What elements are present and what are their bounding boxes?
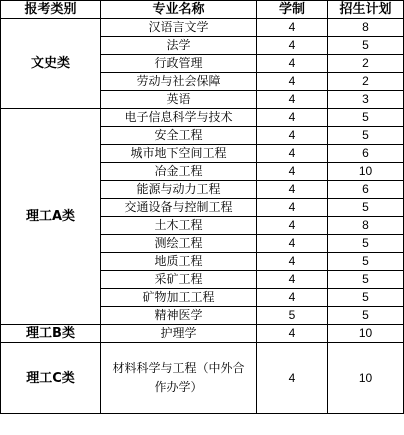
plan-cell: 5 xyxy=(328,37,404,55)
years-cell: 4 xyxy=(257,73,328,91)
header-plan: 招生计划 xyxy=(328,1,404,19)
table-row xyxy=(1,109,404,127)
category-cell: 理工C类 xyxy=(1,343,101,414)
plan-cell: 10 xyxy=(328,325,404,343)
major-cell: 安全工程 xyxy=(101,127,257,145)
plan-cell: 5 xyxy=(328,271,404,289)
years-cell: 4 xyxy=(257,145,328,163)
major-cell: 地质工程 xyxy=(101,253,257,271)
plan-cell: 5 xyxy=(328,307,404,325)
years-cell: 4 xyxy=(257,181,328,199)
major-cell: 采矿工程 xyxy=(101,271,257,289)
table-row xyxy=(1,343,404,414)
major-cell: 能源与动力工程 xyxy=(101,181,257,199)
major-cell: 城市地下空间工程 xyxy=(101,145,257,163)
years-cell: 4 xyxy=(257,289,328,307)
years-cell: 4 xyxy=(257,55,328,73)
years-cell: 4 xyxy=(257,109,328,127)
major-cell: 材料科学与工程（中外合作办学） xyxy=(101,343,257,414)
major-cell: 行政管理 xyxy=(101,55,257,73)
major-cell: 精神医学 xyxy=(101,307,257,325)
years-cell: 4 xyxy=(257,91,328,109)
header-years: 学制 xyxy=(257,1,328,19)
plan-cell: 8 xyxy=(328,19,404,37)
plan-cell: 8 xyxy=(328,217,404,235)
plan-cell: 5 xyxy=(328,199,404,217)
major-cell: 交通设备与控制工程 xyxy=(101,199,257,217)
plan-cell: 2 xyxy=(328,55,404,73)
years-cell: 4 xyxy=(257,217,328,235)
major-cell: 劳动与社会保障 xyxy=(101,73,257,91)
category-cell: 理工B类 xyxy=(1,325,101,343)
years-cell: 4 xyxy=(257,253,328,271)
years-cell: 4 xyxy=(257,163,328,181)
plan-cell: 5 xyxy=(328,235,404,253)
major-cell: 法学 xyxy=(101,37,257,55)
plan-cell: 3 xyxy=(328,91,404,109)
years-cell: 4 xyxy=(257,37,328,55)
years-cell: 4 xyxy=(257,235,328,253)
plan-cell: 5 xyxy=(328,109,404,127)
major-cell: 汉语言文学 xyxy=(101,19,257,37)
table-row xyxy=(1,325,404,343)
years-cell: 4 xyxy=(257,199,328,217)
major-cell: 测绘工程 xyxy=(101,235,257,253)
years-cell: 4 xyxy=(257,19,328,37)
major-cell: 土木工程 xyxy=(101,217,257,235)
header-category: 报考类别 xyxy=(1,1,101,19)
category-cell: 文史类 xyxy=(1,19,101,109)
plan-cell: 2 xyxy=(328,73,404,91)
years-cell: 4 xyxy=(257,271,328,289)
major-cell: 护理学 xyxy=(101,325,257,343)
major-cell: 电子信息科学与技术 xyxy=(101,109,257,127)
plan-cell: 10 xyxy=(328,163,404,181)
years-cell: 4 xyxy=(257,127,328,145)
major-cell: 冶金工程 xyxy=(101,163,257,181)
years-cell: 4 xyxy=(257,325,328,343)
years-cell: 4 xyxy=(257,343,328,414)
major-cell: 英语 xyxy=(101,91,257,109)
major-cell: 矿物加工工程 xyxy=(101,289,257,307)
table-row xyxy=(1,19,404,37)
plan-cell: 6 xyxy=(328,145,404,163)
header-major: 专业名称 xyxy=(101,1,257,19)
plan-cell: 5 xyxy=(328,127,404,145)
header-row xyxy=(1,1,404,19)
plan-cell: 5 xyxy=(328,289,404,307)
plan-cell: 10 xyxy=(328,343,404,414)
plan-cell: 5 xyxy=(328,253,404,271)
plan-cell: 6 xyxy=(328,181,404,199)
years-cell: 5 xyxy=(257,307,328,325)
category-cell: 理工A类 xyxy=(1,109,101,325)
